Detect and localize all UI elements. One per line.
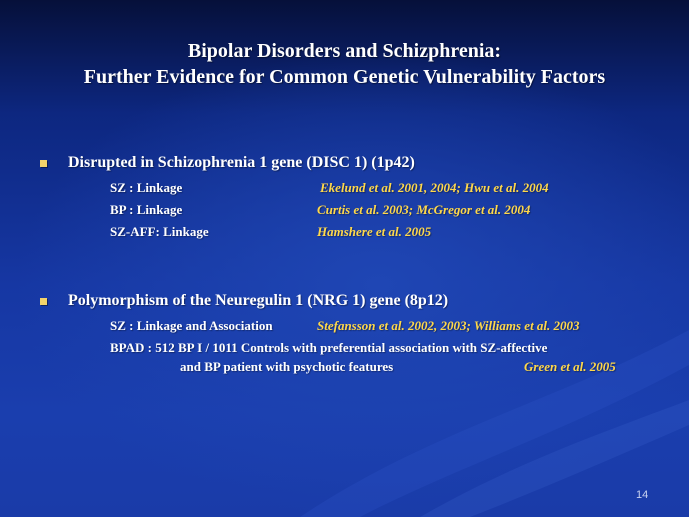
section-heading: Disrupted in Schizophrenia 1 gene (DISC 1) (1p42) — [68, 154, 415, 171]
item-reference: Stefansson et al. 2002, 2003; Williams et al. 2003 — [317, 318, 580, 333]
item-label: BPAD : 512 BP I / 1011 Controls with preferential association with SZ-affective — [110, 340, 548, 355]
item-reference: Curtis et al. 2003; McGregor et al. 2004 — [317, 202, 531, 217]
item-reference: Green et al. 2005 — [524, 359, 616, 374]
section-disc1 — [40, 152, 415, 174]
section-heading: Polymorphism of the Neuregulin 1 (NRG 1) gene (8p12) — [68, 292, 449, 309]
title-line-1: Bipolar Disorders and Schizphrenia: — [187, 40, 502, 62]
item-reference: Ekelund et al. 2001, 2004; Hwu et al. 2004 — [320, 180, 549, 195]
page-number: 14 — [636, 489, 649, 501]
item-label-continued: and BP patient with psychotic features — [180, 359, 394, 374]
bullet-square-icon — [40, 160, 47, 167]
item-label: BP : Linkage — [110, 202, 183, 217]
item-label: SZ : Linkage — [110, 180, 183, 195]
item-label: SZ-AFF: Linkage — [110, 224, 209, 239]
title-line-2: Further Evidence for Common Genetic Vulnerability Factors — [83, 66, 606, 88]
bullet-square-icon — [40, 298, 47, 305]
item-reference: Hamshere et al. 2005 — [317, 224, 432, 239]
slide-title — [0, 38, 689, 90]
section-nrg1 — [40, 290, 448, 312]
item-label: SZ : Linkage and Association — [110, 318, 273, 333]
